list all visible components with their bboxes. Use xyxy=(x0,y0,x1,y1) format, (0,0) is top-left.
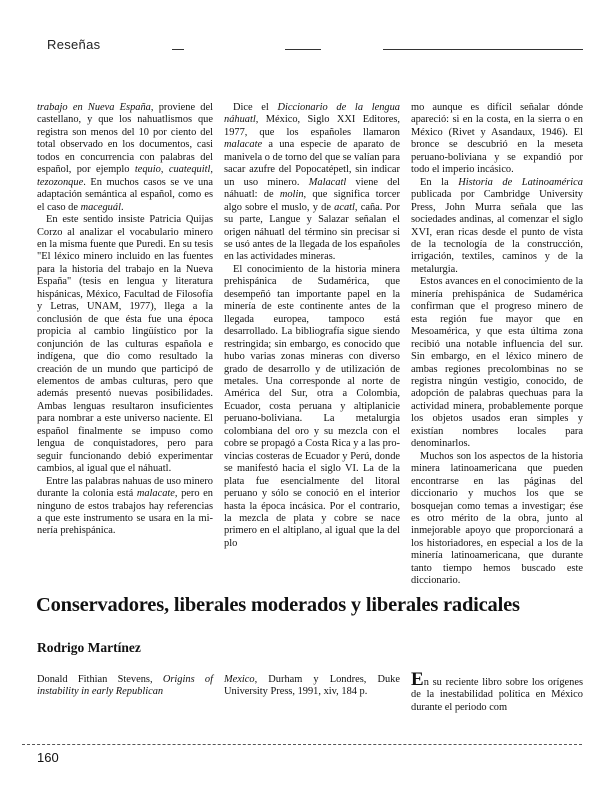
text-column-3 xyxy=(411,102,583,588)
text-column-2 xyxy=(224,102,400,550)
footer-dashed-rule xyxy=(22,744,582,746)
text-column-1 xyxy=(37,102,213,538)
reference-col-1: Donald Fithian Stevens, Origins of instability in early Republican xyxy=(37,674,213,698)
header-rule-3 xyxy=(383,49,583,50)
header-rule-1 xyxy=(172,49,184,50)
opening-text: n su reciente libro sobre los orígenes de la inestabilidad política en México durante el periodo com xyxy=(411,677,583,713)
page-number: 160 xyxy=(37,750,59,765)
paragraph: En la Historia de Latinoamérica publicada por Cambridge University Press, John Murra señala que las sociedades andinas, al comenzar el siglo XVI, eran ricas desde el punto de vista de la tecnología de la construcción, irrigación, textiles, caminos y de la metalurgia. xyxy=(411,176,583,275)
drop-cap: E xyxy=(411,669,424,690)
paragraph: El conocimiento de la historia minera prehispánica de Sudamérica, que desempeñó tan importante papel en la minería de este continente antes de la llegada europea, tampoco está desarrollado. La bibliografía sigue siendo restringida; sin embargo, es conocido que hubo varias zonas mineras con diverso grado de desarrollo y de utilización de metales. Una corresponde al norte de América del Sur, otra a Colombia, Ecuador, costa peruana y altiplanicie peruano-boliviana. La metalurgia colombiana del oro y su mezcla con el cobre se propagó a Costa Rica y a las provincias costeras de Ecuador y Perú, donde se manifestó hacia el siglo VI. La de la plata fue esencialmente del litoral peruano y sólo se conoció en el interior hasta la época incásica. Por el contrario, la mezcla de plata y cobre se nace primero en el altiplano, al igual que la del plo xyxy=(224,263,400,549)
paragraph: Estos avances en el conocimiento de la minería prehispánica de Sudamérica confirman que el progreso minero de esta región fue mayor que en Mesoamérica, y que esta última zona recibió una notable influencia del sur. Sin embargo, en el léxico minero de ambas regiones precolombinas no se registra ningún vestigio, conocido, de adopción de palabras quechuas para la actividad minera, probablemente porque los objetos usados eran simples y existían nombres locales para denominarlos. xyxy=(411,276,583,450)
article-title: Conservadores, liberales moderados y liberales radicales xyxy=(36,594,520,616)
opening-paragraph xyxy=(411,669,583,714)
reference-col-2: Mexico, Durham y Londres, Duke University Press, 1991, xiv, 184 p. xyxy=(224,674,400,698)
paragraph: Entre las palabras nahuas de uso minero durante la colonia está malacate, pero en ninguno de estos trabajos hay referencias a que este instrumento se usara en la minería prehispánica. xyxy=(37,475,213,537)
article-author: Rodrigo Martínez xyxy=(37,640,141,655)
section-header: Reseñas xyxy=(47,37,101,52)
paragraph: En este sentido insiste Patricia Quijas Corzo al analizar el vocabulario minero en la misma fuente que Puredi. En su tesis "El léxico minero incluido en las fuentes para la historia del trabajo en la Nueva España" (tesis en lengua y literatura hispánicas, México, Facultad de Filosofía y Letras, UNAM, 1977), llega a la conclusión de que ésta fue una época propicia al cambio lingüístico por la conjunción de las culturas española e indígena, que dio como resultado la creación de un mundo que participó de elementos de ambas culturas, pero que además presentó nuevas posibilidades. Ambas lenguas resultaron insuficientes para nombrar a este universo naciente. El español finalmente se impuso como lengua de conquistadores, pero para seguir funcionando debió experimentar cambios, al igual que el náhuatl. xyxy=(37,214,213,475)
paragraph: trabajo en Nueva España, proviene del castellano, y que los nahuatlismos que registra son menos del 10 por ciento del total observado en los documentos, casi todos en concurrencia con palabras del español, por ejemplo tequio, cuatequitl, tezozonque. En muchos casos se ve una adaptación semántica al español, como es el caso de maceguál. xyxy=(37,102,213,213)
paragraph: Dice el Diccionario de la lengua náhuatl, México, Siglo XXI Editores, 1977, que los españoles llamaron malacate a una especie de aparato de manivela o de torno del que se valían para sacar azufre del Popocatépetl, sin indicar un uso minero. Malacatl viene del náhuatl: de molin, que significa torcer algo sobre el muslo, y de acatl, caña. Por su parte, Langue y Salazar señalan el origen náhuatl del término sin precisar si se usó antes de la llegada de los españoles en las actividades mineras. xyxy=(224,102,400,263)
paragraph: mo aunque es difícil señalar dónde apareció: si en la costa, en la sierra o en México (Rivet y Asandaux, 1946). El bronce se descubrió en la meseta peruano-boliviana y se expandió por todo el imperio incásico. xyxy=(411,102,583,176)
header-rule-2 xyxy=(285,49,321,50)
paragraph: Muchos son los aspectos de la historia minera latinoamericana que pueden encontrarse en las páginas del diccionario y muchos los que se bosquejan como temas a investigar; ése es otro mérito de la obra, junto al inmejorable apoyo que proporcionará a los historiadores, en especial a los de la minería latinoamericana, que durante tanto tiempo hemos buscado este diccionario. xyxy=(411,450,583,587)
